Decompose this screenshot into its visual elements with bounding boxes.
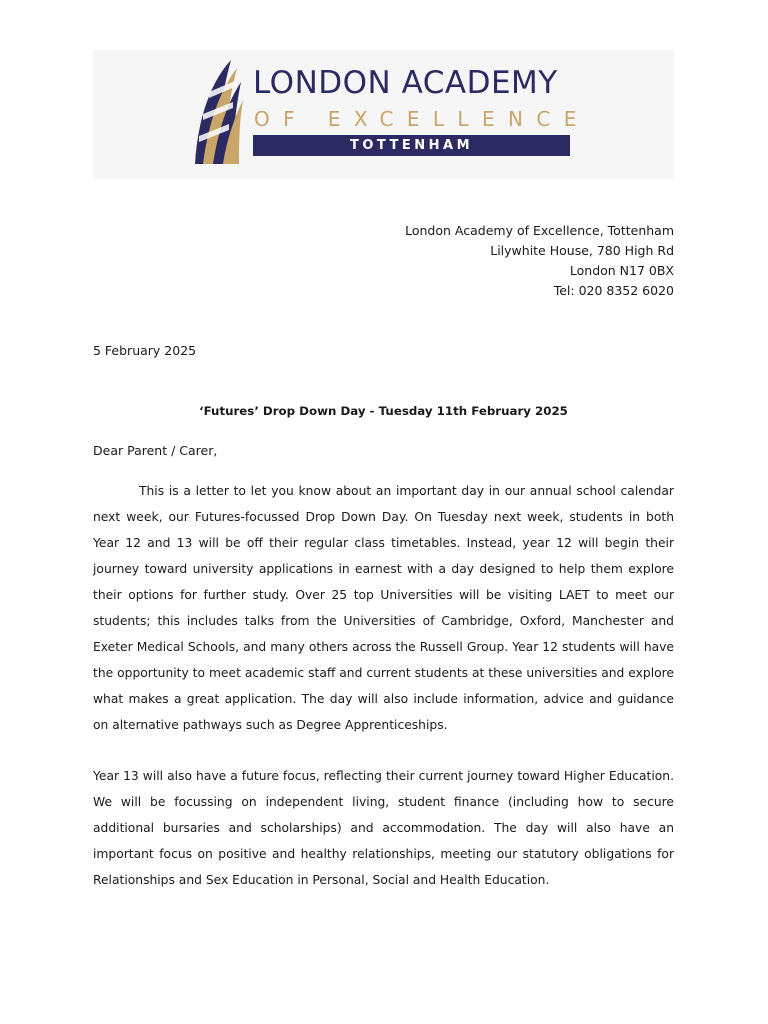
body-paragraph-2: Year 13 will also have a future focus, reflecting their current journey toward Higher Education. We will be focussing on independent living, student finance (including how to secure additional bursaries and scholarships) and accommodation. The day will also have an important focus on positive and healthy relationships, meeting our statutory obligations for Relationships and Sex Education in Personal, Social and Health Education. [93,769,674,887]
logo-emblem-icon [193,58,243,164]
address-line-2: Lilywhite House, 780 High Rd [490,243,674,258]
body-paragraph-1: This is a letter to let you know about an important day in our annual school calendar next week, our Futures-focussed Drop Down Day. On Tuesday next week, students in both Year 12 and 13 will be off their regular class timetables. Instead, year 12 will begin their journey toward university applications in earnest with a day designed to help them explore their options for further study. Over 25 top Universities will be visiting LAET to meet our students; this includes talks from the Universities of Cambridge, Oxford, Manchester and Exeter Medical Schools, and many others across the Russell Group. Year 12 students will have the opportunity to meet academic staff and current students at these universities and explore what makes a great application. The day will also include information, advice and guidance on alternative pathways such as Degree Apprenticeships. [93,484,674,732]
address-line-3: London N17 0BX [569,263,674,278]
school-logo [93,50,674,179]
logo-campus-bar: TOTTENHAM [253,135,570,156]
address-line-1: London Academy of Excellence, Tottenham [405,223,674,238]
salutation: Dear Parent / Carer, [93,443,218,458]
logo-title: LONDON ACADEMY [253,65,558,101]
address-phone: Tel: 020 8352 6020 [553,283,674,298]
logo-subtitle: OF EXCELLENCE [254,107,590,131]
letter-date: 5 February 2025 [93,343,197,358]
letter-subject: ‘Futures’ Drop Down Day - Tuesday 11th February 2025 [199,404,568,418]
sender-address [405,221,674,301]
